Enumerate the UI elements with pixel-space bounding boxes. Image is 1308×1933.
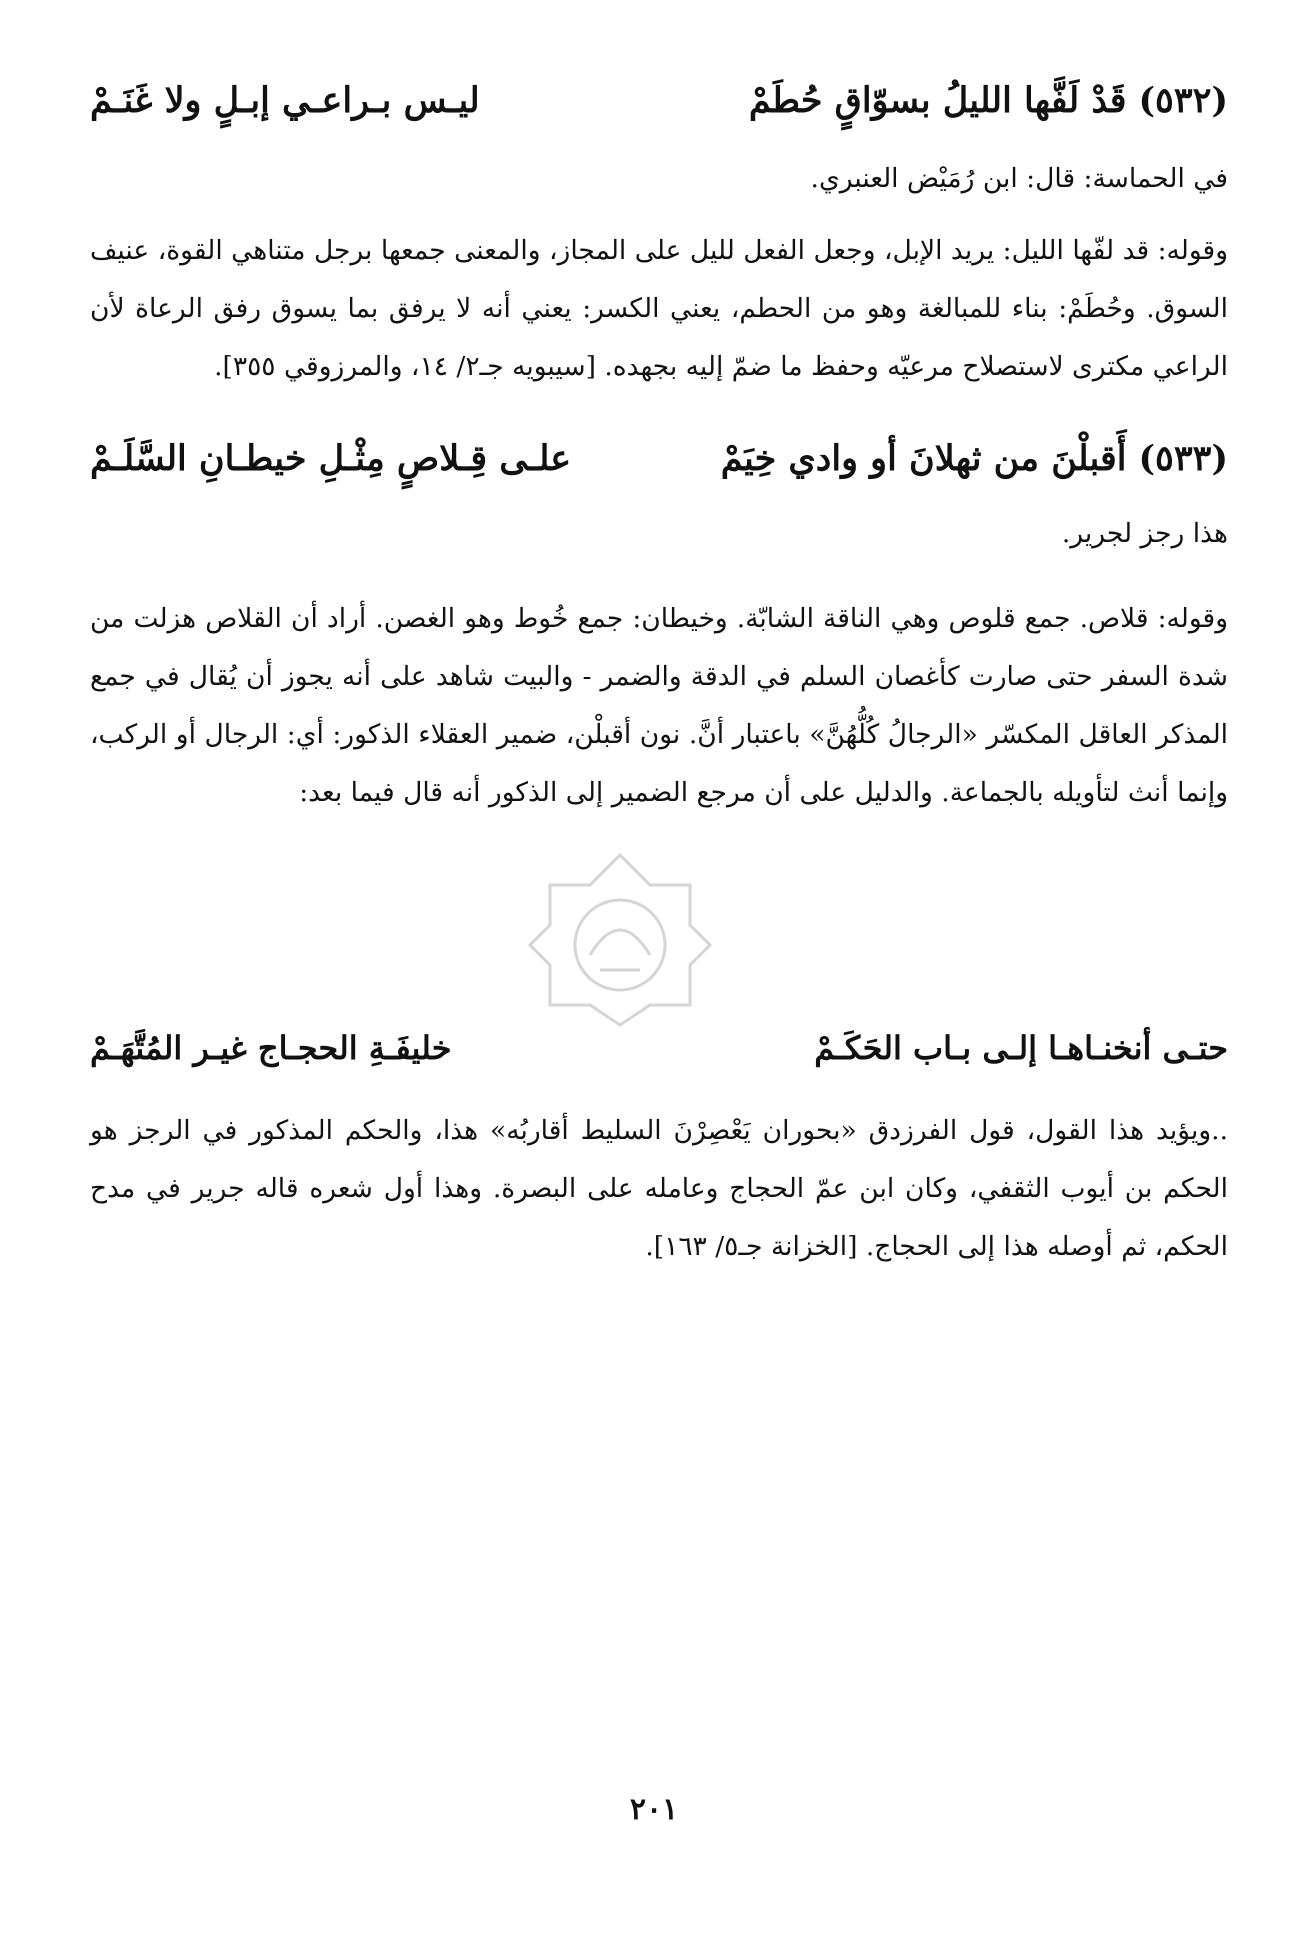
verse-533 <box>90 428 1228 488</box>
verse-first-hemistich: أَقبلْنَ من ثهلانَ أو وادي خِيَمْ <box>720 437 1127 479</box>
verse-number: (٥٣٢) <box>1138 79 1228 121</box>
verse-source: هذا رجز لجرير. <box>1061 518 1228 549</box>
verse-commentary: وقوله: قد لفّها الليل: يريد الإبل، وجعل الفعل لليل على المجاز، والمعنى جمعها برجل متناهي القوة، عنيف السوق. وحُطَمْ: بناء للمبالغة وهو من الحطم، يعني الكسر: يعني أنه لا يرفق بما يسوق رفق الرعاة لأن الراعي مكترى لاستصلاح مرعيّه وحفظ ما ضمّ إليه بجهده. [سيبويه جـ٢/ ١٤، والمرزوقي ٣٥٥]. <box>90 235 1228 382</box>
page-number: ٢٠١ <box>629 1792 679 1827</box>
verse-first-hemistich: قَدْ لَفَّها الليلُ بسوّاقٍ حُطَمْ <box>748 79 1127 121</box>
verse-commentary-continued: ..ويؤيد هذا القول، قول الفرزدق «بحوران يَعْصِرْنَ السليط أقاربُه» هذا، والحكم المذكور في الرجز هو الحكم بن أيوب الثقفي، وكان ابن عمّ الحجاج وعامله على البصرة. وهذا أول شعره قاله جرير في مدح الحكم، ثم أوصله هذا إلى الحجاج. [الخزانة جـ٥/ ١٦٣]. <box>90 1115 1228 1262</box>
verse-number: (٥٣٣) <box>1138 437 1228 479</box>
verse-second-hemistich: خليفَـةِ الحجـاج غيـر المُتَّهَـمْ <box>90 1029 452 1067</box>
library-stamp-watermark <box>520 845 720 1030</box>
verse-first-hemistich: حتـى أنخنـاهـا إلـى بـاب الحَكَـمْ <box>814 1029 1228 1067</box>
verse-commentary: وقوله: قلاص. جمع قلوص وهي الناقة الشابّة. وخيطان: جمع خُوط وهو الغصن. أراد أن القلاص هزلت من شدة السفر حتى صارت كأغصان السلم في الدقة والضمر - والبيت شاهد على أنه يجوز أن يُقال في جمع المذكر العاقل المكسّر «الرجالُ كُلُّهُنَّ» باعتبار أنَّ. نون أقبلْن، ضمير العقلاء الذكور: أي: الرجال أو الركب، وإنما أنث لتأويله بالجماعة. والدليل على أن مرجع الضمير إلى الذكور أنه قال فيما بعد: <box>90 603 1228 808</box>
verse-source: في الحماسة: قال: ابن رُمَيْض العنبري. <box>810 163 1228 194</box>
verse-532 <box>90 70 1228 130</box>
verse-second-hemistich: علـى قِـلاصٍ مِثْـلِ خيطـانِ السَّلَـمْ <box>90 437 572 479</box>
verse-second-hemistich: ليـس بـراعـي إبـلٍ ولا غَنَـمْ <box>90 79 480 121</box>
